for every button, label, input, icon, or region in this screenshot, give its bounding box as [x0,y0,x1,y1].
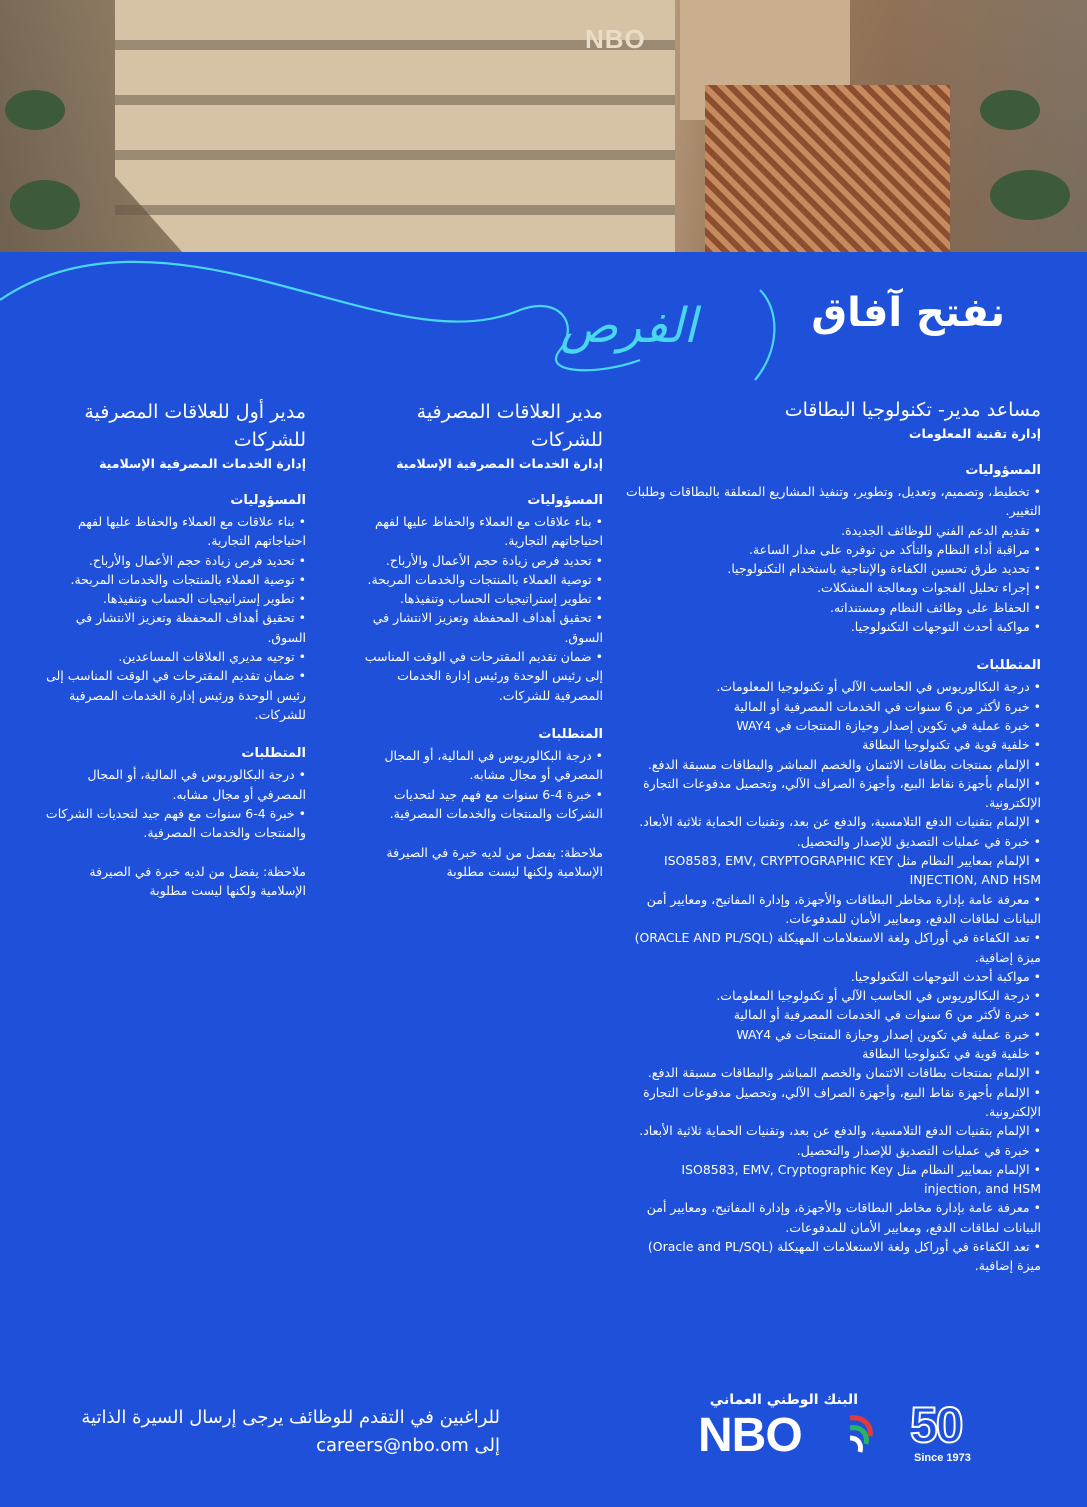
hero-building-photo [0,0,1087,252]
requirements-list [621,677,1041,1275]
nbo-swoosh-icon [846,1410,876,1454]
requirements-heading: المتطلبات [241,746,306,762]
list-item: • درجة البكالوريوس في المالية، أو المجال المصرفي أو مجال مشابه. [40,765,306,804]
list-item: • تطوير إستراتيجيات الحساب وتنفيذها. [40,589,306,608]
job-card-cards-technology [621,396,1041,1276]
list-item: • الإلمام بمعايير النظام مثل ISO8583, EMV, CRYPTOGRAPHIC KEY INJECTION, AND HSM [621,851,1041,890]
job-department: إدارة الخدمات المصرفية الإسلامية [396,456,603,471]
list-item: • تحديد طرق تحسين الكفاءة والإنتاجية باستخدام التكنولوجيا. [621,559,1041,578]
apply-text: للراغبين في التقدم للوظائف يرجى إرسال السيرة الذاتية إلى [81,1407,500,1456]
list-item: • تخطيط، وتصميم، وتعديل، وتطوير، وتنفيذ المشاريع المتعلقة بالبطاقات وطلبات التغيير. [621,482,1041,521]
apply-instructions [70,1404,500,1460]
list-item: • الإلمام بمنتجات بطاقات الائتمان والخصم المباشر والبطاقات مسبقة الدفع. [621,1063,1041,1082]
list-item: • خلفية قوية في تكنولوجيا البطاقة [621,735,1041,754]
list-item: • الإلمام بأجهزة نقاط البيع، وأجهزة الصراف الآلي، وتحصيل مدفوعات التجارة الإلكترونية. [621,1083,1041,1122]
job-note: ملاحظة: يفضل من لديه خبرة في الصيرفة الإسلامية ولكنها ليست مطلوبة [89,864,306,899]
list-item: • توجيه مديري العلاقات المساعدين. [40,647,306,666]
list-item: • معرفة عامة بإدارة مخاطر البطاقات والأجهزة، وإدارة المفاتيح، ومعايير أمن البيانات لطاقات الدفع، ومعايير الأمان للمدفوعات. [621,890,1041,929]
list-item: • مواكبة أحدث التوجهات التكنولوجيا. [621,617,1041,636]
list-item: • خبرة في عمليات التصديق للإصدار والتحصيل. [621,1141,1041,1160]
job-title: مدير أول للعلاقات المصرفية للشركات [84,401,306,451]
list-item: • بناء علاقات مع العملاء والحفاظ عليها لفهم احتياجاتهم التجارية. [40,512,306,551]
careers-email-link[interactable]: careers@nbo.om [316,1435,469,1456]
anniversary-50: 50 [910,1397,962,1453]
responsibilities-list [40,512,306,724]
list-item: • درجة البكالوريوس في الحاسب الآلي أو تكنولوجيا المعلومات. [621,677,1041,696]
job-department: إدارة الخدمات المصرفية الإسلامية [99,456,306,471]
responsibilities-list [360,512,603,705]
responsibilities-heading: المسؤوليات [527,493,603,508]
list-item: • مواكبة أحدث التوجهات التكنولوجيا. [621,967,1041,986]
requirements-heading: المتطلبات [538,726,603,742]
list-item: • الإلمام بتقنيات الدفع التلامسية، والدفع عن بعد، وتقنيات الحماية ثلاثية الأبعاد. [621,1121,1041,1140]
list-item: • درجة البكالوريوس في الحاسب الآلي أو تكنولوجيا المعلومات. [621,986,1041,1005]
list-item: • إجراء تحليل الفجوات ومعالجة المشكلات. [621,578,1041,597]
list-item: • تحقيق أهداف المحفظة وتعزيز الانتشار في السوق. [40,608,306,647]
list-item: • خبرة عملية في تكوين إصدار وحيازة المنتجات في WAY4 [621,1025,1041,1044]
list-item: • خبرة عملية في تكوين إصدار وحيازة المنتجات في WAY4 [621,716,1041,735]
list-item: • خبرة في عمليات التصديق للإصدار والتحصيل. [621,832,1041,851]
list-item: • خلفية قوية في تكنولوجيا البطاقة [621,1044,1041,1063]
list-item: • خبرة لأكثر من 6 سنوات في الخدمات المصرفية أو المالية [621,1005,1041,1024]
list-item: • تقديم الدعم الفني للوظائف الجديدة. [621,521,1041,540]
nbo-logo-text: NBO [698,1409,802,1462]
list-item: • خبرة 4-6 سنوات مع فهم جيد لتحديات الشركات والمنتجات والخدمات المصرفية. [360,785,603,824]
requirements-list [40,765,306,842]
responsibilities-heading: المسؤوليات [230,493,306,508]
requirements-heading: المتطلبات [976,658,1041,674]
list-item: • الإلمام بمعايير النظام مثل ISO8583, EMV, Cryptographic Key injection, and HSM [621,1160,1041,1199]
list-item: • توصية العملاء بالمنتجات والخدمات المربحة. [360,570,603,589]
building-sign: NBO [585,24,646,54]
list-item: • تحقيق أهداف المحفظة وتعزيز الانتشار في السوق. [360,608,603,647]
list-item: • الإلمام بأجهزة نقاط البيع، وأجهزة الصراف الآلي، وتحصيل مدفوعات التجارة الإلكترونية. [621,774,1041,813]
job-card-senior-corporate-rm [40,398,306,900]
list-item: • تطوير إستراتيجيات الحساب وتنفيذها. [360,589,603,608]
job-title: مساعد مدير- تكنولوجيا البطاقات [784,399,1041,421]
responsibilities-list [621,482,1041,636]
headline-script: الفرص [560,298,697,354]
list-item: • توصية العملاء بالمنتجات والخدمات المربحة. [40,570,306,589]
list-item: • درجة البكالوريوس في المالية، أو المجال المصرفي أو مجال مشابه. [360,746,603,785]
list-item: • الإلمام بمنتجات بطاقات الائتمان والخصم المباشر والبطاقات مسبقة الدفع. [621,755,1041,774]
list-item: • ضمان تقديم المقترحات في الوقت المناسب إلى رئيس الوحدة ورئيس إدارة الخدمات المصرفية للشركات. [360,647,603,705]
list-item: • ضمان تقديم المقترحات في الوقت المناسب إلى رئيس الوحدة ورئيس إدارة الخدمات المصرفية للشركات. [40,666,306,724]
list-item: • معرفة عامة بإدارة مخاطر البطاقات والأجهزة، وإدارة المفاتيح، ومعايير أمن البيانات لطاقات الدفع، ومعايير الأمان للمدفوعات. [621,1198,1041,1237]
responsibilities-heading: المسؤوليات [965,463,1041,478]
headline: نفتح آفاق [811,290,1005,336]
job-title: مدير العلاقات المصرفية للشركات [416,401,603,451]
list-item: • الحفاظ على وظائف النظام ومستنداته. [621,598,1041,617]
bank-name-arabic: البنك الوطني العماني [709,1392,858,1408]
list-item: • خبرة 4-6 سنوات مع فهم جيد لتحديات الشركات والمنتجات والخدمات المصرفية. [40,804,306,843]
nbo-brand-logo [698,1390,998,1470]
list-item: • الإلمام بتقنيات الدفع التلامسية، والدفع عن بعد، وتقنيات الحماية ثلاثية الأبعاد. [621,812,1041,831]
list-item: • مراقبة أداء النظام والتأكد من توفره على مدار الساعة. [621,540,1041,559]
list-item: • تعد الكفاءة في أوراكل ولغة الاستعلامات المهيكلة (Oracle and PL/SQL) ميزة إضافية. [621,1237,1041,1276]
job-card-corporate-rm [360,398,603,881]
list-item: • خبرة لأكثر من 6 سنوات في الخدمات المصرفية أو المالية [621,697,1041,716]
job-department: إدارة تقنية المعلومات [908,426,1041,441]
list-item: • تحديد فرص زيادة حجم الأعمال والأرباح. [40,551,306,570]
list-item: • تعد الكفاءة في أوراكل ولغة الاستعلامات المهيكلة (ORACLE AND PL/SQL) ميزة إضافية. [621,928,1041,967]
list-item: • تحديد فرص زيادة حجم الأعمال والأرباح. [360,551,603,570]
list-item: • بناء علاقات مع العملاء والحفاظ عليها لفهم احتياجاتهم التجارية. [360,512,603,551]
job-note: ملاحظة: يفضل من لديه خبرة في الصيرفة الإسلامية ولكنها ليست مطلوبة [386,845,603,880]
building-lattice [705,85,950,252]
since-1973: Since 1973 [914,1452,971,1464]
requirements-list [360,746,603,823]
